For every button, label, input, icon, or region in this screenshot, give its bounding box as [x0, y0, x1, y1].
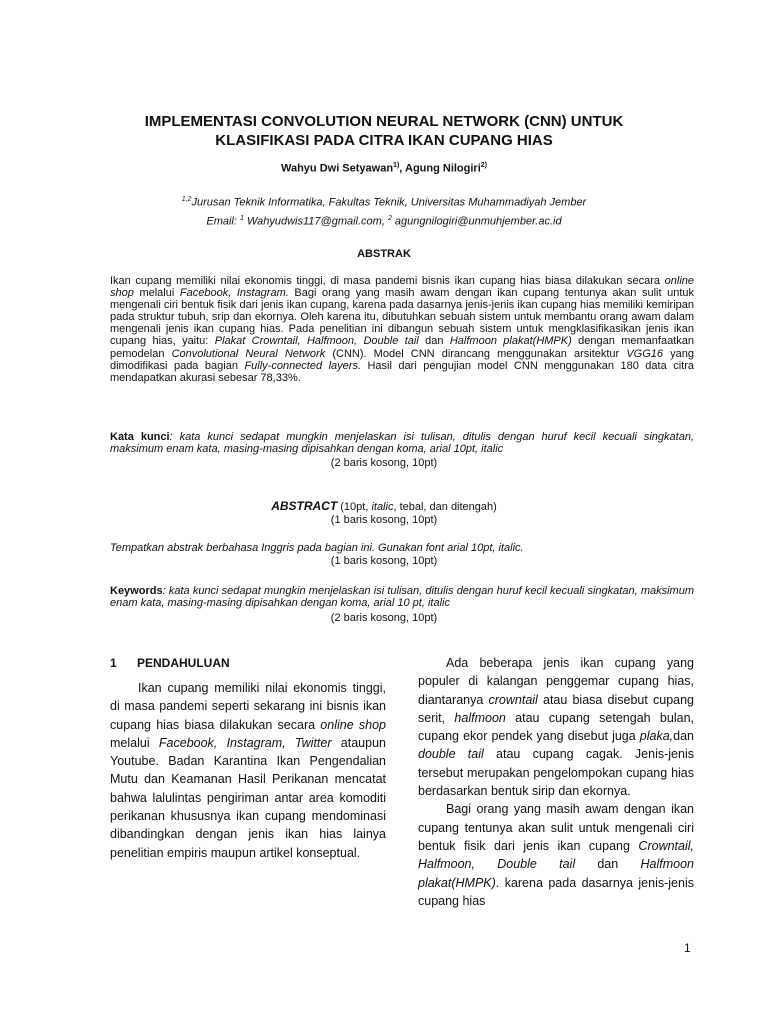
- body-italic: Facebook, Instagram, Twitter: [158, 735, 332, 750]
- page-number: 1: [684, 941, 691, 955]
- body-text: ataupun Youtube. Badan Karantina Ikan Pengendalian Mutu dan Keamanan Hasil Perikanan mencatat bahwa lalulintas pengiriman antar area komoditi perikanan khususnya ikan cupang mendominasi dibandingkan dengan jenis ikan hias lainya penelitian empiris maupun artikel konseptual.: [110, 735, 386, 860]
- affiliation-line: [96, 192, 672, 211]
- author-1-sup: 1): [393, 162, 400, 169]
- abstract-heading-note: (10pt,: [337, 501, 372, 513]
- body-italic: double tail: [418, 747, 484, 762]
- body-italic: online shop: [320, 717, 386, 732]
- email-1: Wahyudwis117@gmail.com,: [243, 215, 388, 228]
- abstrak-heading: ABSTRAK: [357, 248, 411, 260]
- affiliation: Jurusan Teknik Informatika, Fakultas Teknik, Universitas Muhammadiyah Jember: [191, 196, 587, 209]
- body-text: atau cupang cagak. Jenis-jenis tersebut merupakan pengelompokan cupang hias berdasarkan bentuk sirip dan ekornya.: [418, 747, 694, 799]
- abstract-heading-note-italic: italic: [371, 501, 394, 513]
- body-text: Ikan cupang memiliki nilai ekonomis tinggi, di masa pandemi seperti sekarang ini bisnis ikan cupang hias biasa dilakukan secara: [110, 681, 386, 732]
- author-line: [96, 162, 672, 175]
- abstract-placeholder: [110, 542, 694, 554]
- kata-kunci-label: Kata kunci: [110, 431, 170, 443]
- body-text: dan: [673, 729, 694, 744]
- title-line-2: KLASIFIKASI PADA CITRA IKAN CUPANG HIAS: [215, 132, 553, 149]
- title-line-1: IMPLEMENTASI CONVOLUTION NEURAL NETWORK (CNN) UNTUK: [144, 113, 624, 130]
- body-italic: crowntail: [488, 692, 538, 707]
- kata-kunci-block: [110, 431, 694, 455]
- abstrak-italic: Convolutional Neural Network: [171, 347, 326, 360]
- body-text: melalui: [110, 735, 159, 750]
- email-label: Email:: [206, 215, 240, 228]
- abstrak-italic: Halfmoon plakat(HMPK): [449, 335, 572, 348]
- abstract-heading-line: [96, 499, 672, 513]
- email-2-sup: 2: [387, 214, 392, 222]
- abstrak-body: [110, 275, 694, 384]
- section-heading: [110, 656, 230, 670]
- abstrak-italic: Plakat Crowntail, Halfmoon, Double tail: [214, 335, 419, 348]
- abstrak-text: yang dimodifikasi pada bagian: [110, 347, 695, 372]
- affiliation-sup: 1,2: [181, 196, 192, 203]
- affiliation-block: [96, 192, 672, 229]
- spacing-note-1-line: (1 baris kosong, 10pt): [330, 555, 438, 567]
- paper-title: [96, 112, 672, 150]
- body-italic: plaka,: [639, 729, 674, 744]
- body-text: dan: [575, 857, 641, 872]
- keywords-block: [110, 585, 694, 609]
- body-italic: Halfmoon plakat(HMPK): [418, 857, 694, 890]
- author-2: Agung Nilogiri: [405, 162, 481, 175]
- abstract-heading: ABSTRACT: [271, 499, 338, 513]
- right-paragraph-2: [418, 800, 694, 910]
- keywords-text: : kata kunci sedapat mungkin menjelaskan isi tulisan, ditulis dengan huruf kecil kecuali singkatan, maksimum enam kata, masing-masing dipisahkan dengan koma, arial 10 pt, italic: [110, 585, 694, 610]
- spacing-note-2-lines: (2 baris kosong, 10pt): [330, 457, 438, 469]
- abstrak-text: melalui: [133, 287, 180, 300]
- body-text: atau biasa disebut cupang serit,: [418, 692, 694, 725]
- body-italic: halfmoon: [454, 710, 506, 725]
- body-text: . karena pada dasarnya jenis-jenis cupang hias: [418, 875, 694, 908]
- email-line: [96, 211, 672, 230]
- email-1-sup: 1: [240, 214, 244, 222]
- section-number: 1: [110, 656, 117, 670]
- abstrak-italic: Facebook, Instagram.: [179, 287, 289, 300]
- body-text: Bagi orang yang masih awam dengan ikan cupang tentunya akan sulit untuk mengenali ciri bentuk fisik dari jenis ikan cupang: [418, 802, 694, 853]
- body-italic: Crowntail, Halfmoon, Double tail: [418, 838, 694, 872]
- abstrak-italic: online shop: [110, 275, 694, 300]
- author-separator: ,: [399, 162, 405, 175]
- spacing-note-1-line: (1 baris kosong, 10pt): [330, 514, 438, 526]
- right-column: [418, 654, 694, 910]
- body-text: atau cupang setengah bulan, cupang ekor pendek yang disebut juga: [418, 710, 694, 744]
- spacing-note-2-lines: (2 baris kosong, 10pt): [330, 612, 438, 624]
- abstrak-text: Ikan cupang memiliki nilai ekonomis tinggi, di masa pandemi bisnis ikan cupang hias biasa dilakukan secara: [110, 275, 665, 287]
- section-title: PENDAHULUAN: [137, 656, 230, 670]
- abstrak-italic: Fully-connected layers.: [244, 359, 361, 372]
- right-paragraph-1: [418, 654, 694, 800]
- abstract-placeholder-text: Tempatkan abstrak berbahasa Inggris pada bagian ini. Gunakan font arial 10pt, italic.: [110, 542, 524, 554]
- email-2: agungnilogiri@unmuhjember.ac.id: [391, 215, 562, 228]
- abstrak-text: dengan memanfaatkan pemodelan: [110, 335, 694, 360]
- left-paragraph: [110, 679, 386, 862]
- author-1: Wahyu Dwi Setyawan: [280, 162, 394, 175]
- abstrak-text: (CNN). Model CNN dirancang menggunakan arsitektur: [325, 347, 627, 360]
- body-text: Ada beberapa jenis ikan cupang yang populer di kalangan penggemar cupang hias, diantaranya: [418, 656, 694, 707]
- abstract-heading-note: , tebal, dan ditengah): [393, 501, 497, 513]
- keywords-label: Keywords: [110, 585, 163, 597]
- kata-kunci-text: : kata kunci sedapat mungkin menjelaskan isi tulisan, ditulis dengan huruf kecil kecuali singkatan, maksimum enam kata, masing-masing dipisahkan dengan koma, arial 10pt, italic: [110, 431, 694, 456]
- abstrak-text: dan: [418, 335, 450, 348]
- abstrak-italic: VGG16: [626, 347, 664, 360]
- abstrak-text: Hasil dari pengujian model CNN menggunakan 180 data citra mendapatkan akurasi sebesar 78,33%.: [110, 359, 694, 384]
- left-column: [110, 679, 386, 862]
- author-2-sup: 2): [480, 162, 487, 169]
- abstrak-text: Bagi orang yang masih awam dengan ikan cupang tentunya akan sulit untuk mengenali ciri bentuk fisik dari jenis ikan cupang, karena pada dasarnya jenis-jenis ikan cupang hias memiliki kemiripan pada struktur tubuh, srip dan ekornya. Oleh karena itu, dibutuhkan sebuah sistem untuk membantu orang awam dalam mengenali jenis ikan cupang hias. Pada penelitian ini dibangun sebuah sistem untuk mengklasifikasikan jenis ikan cupang hias, yaitu:: [110, 287, 695, 348]
